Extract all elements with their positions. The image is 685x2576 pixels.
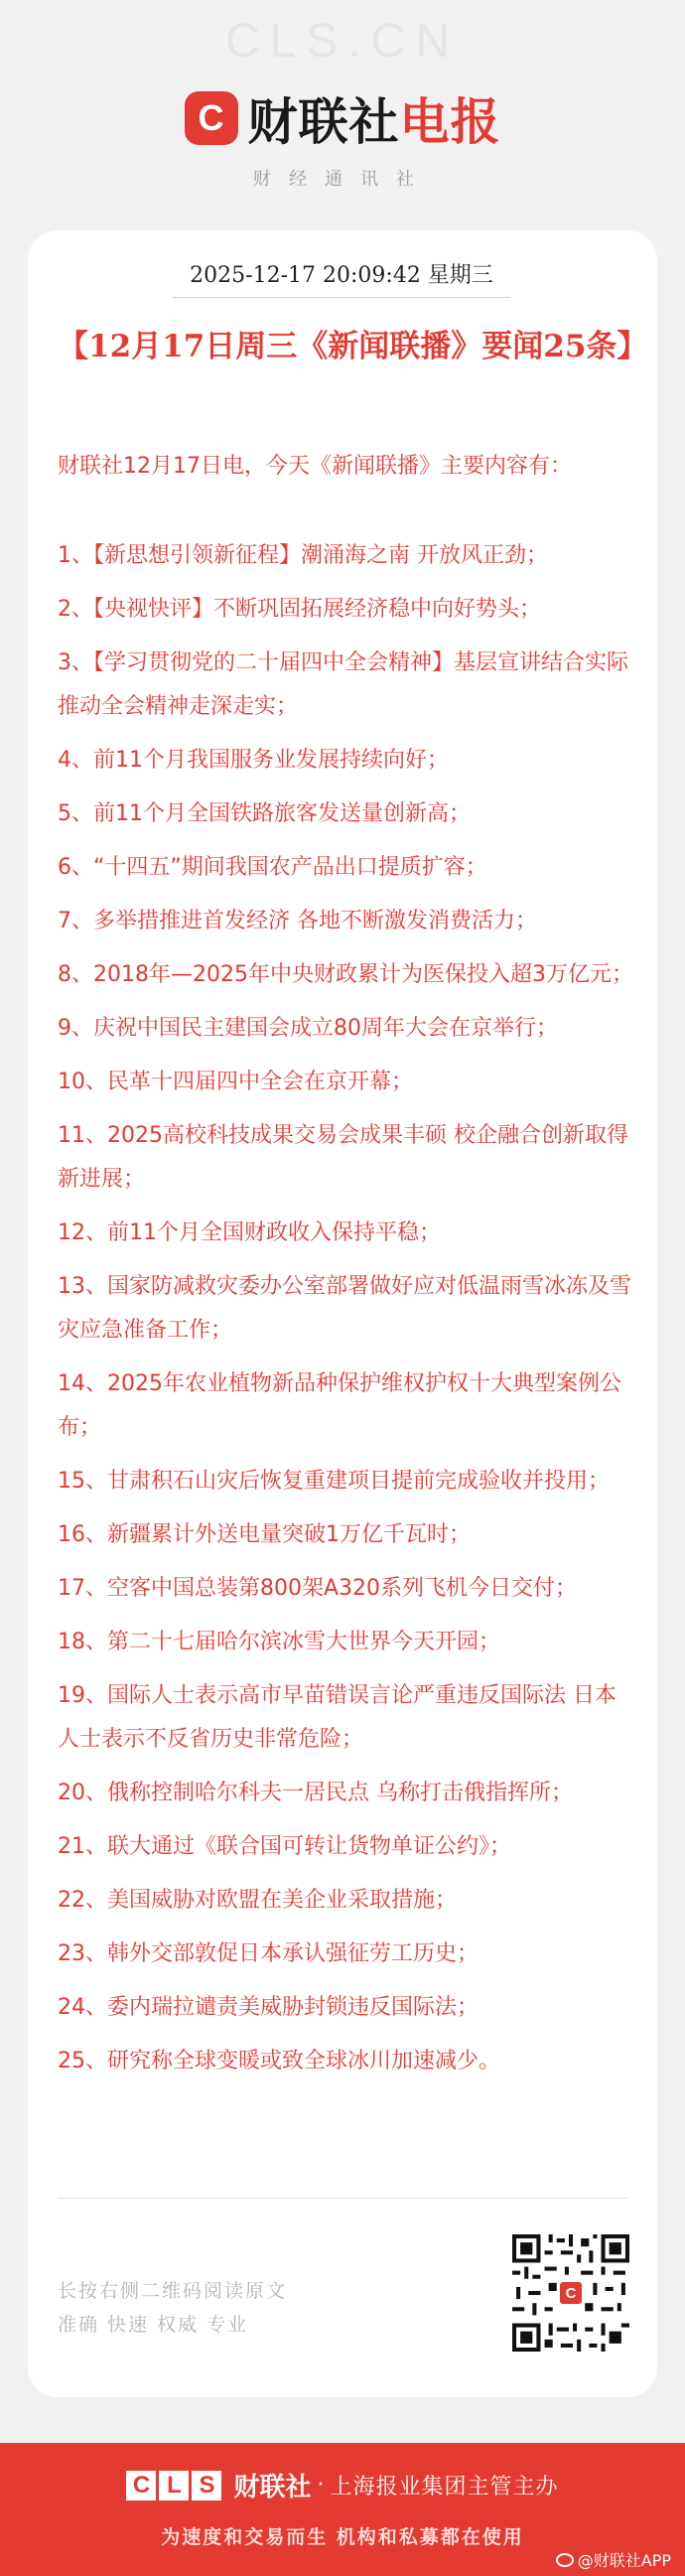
news-item: 19、国际人士表示高市早苗错误言论严重违反国际法 日本人士表示不反省历史非常危险； — [58, 1683, 616, 1752]
cls-letter: C — [126, 2471, 156, 2501]
news-item: 15、甘肃积石山灾后恢复重建项目提前完成验收并投用； — [58, 1469, 610, 1494]
article-title: 【12月17日周三《新闻联播》要闻25条】 — [58, 329, 648, 364]
cls-letter: L — [159, 2471, 189, 2501]
news-item: 11、2025高校科技成果交易会成果丰硕 校企融合创新取得新进展； — [58, 1123, 628, 1192]
brand-name — [248, 82, 501, 154]
news-list — [58, 534, 633, 2093]
news-item: 20、俄称控制哈尔科夫一居民点 乌称打击俄指挥所； — [58, 1781, 573, 1805]
cls-logo — [126, 2471, 221, 2501]
cls-letter: S — [192, 2471, 221, 2501]
news-item: 6、“十四五”期间我国农产品出口提质扩容； — [58, 855, 487, 880]
article-datetime: 2025-12-17 20:09:42 星期三 — [173, 256, 510, 298]
news-item: 24、委内瑞拉谴责美威胁封锁违反国际法； — [58, 1995, 479, 2020]
logo — [0, 85, 685, 151]
qr-logo-icon: C — [557, 2279, 585, 2307]
news-item: 8、2018年—2025年中央财政累计为医保投入超3万亿元； — [58, 962, 633, 987]
qr-code[interactable] — [512, 2234, 629, 2352]
qr-slogan: 准确 快速 权威 专业 — [58, 2314, 249, 2336]
watermark: CLS.CN — [224, 15, 461, 68]
banner-title — [0, 2467, 685, 2504]
bottom-banner — [0, 2443, 685, 2576]
banner-subtitle: 上海报业集团主管主办 — [330, 2475, 559, 2500]
brand-name-red: 电报 — [399, 93, 501, 151]
article-intro: 财联社12月17日电，今天《新闻联播》主要内容有： — [58, 454, 572, 479]
news-item: 23、韩外交部敦促日本承认强征劳工历史； — [58, 1941, 479, 1966]
news-item: 10、民革十四届四中全会在京开幕； — [58, 1070, 413, 1094]
article-card — [28, 230, 657, 2397]
banner-separator: · — [317, 2473, 325, 2498]
news-item: 17、空客中国总装第800架A320系列飞机今日交付； — [58, 1576, 578, 1601]
logo-c-icon: C — [185, 91, 238, 145]
news-item: 4、前11个月我国服务业发展持续向好； — [58, 748, 449, 773]
divider — [58, 2198, 627, 2199]
footer-text — [58, 2274, 415, 2342]
weibo-watermark — [556, 2548, 671, 2571]
news-item: 21、联大通过《联合国可转让货物单证公约》； — [58, 1834, 511, 1859]
news-item: 7、多举措推进首发经济 各地不断激发消费活力； — [58, 909, 537, 933]
qr-instruction: 长按右侧二维码阅读原文 — [58, 2280, 288, 2302]
news-item: 1、【新思想引领新征程】潮涌海之南 开放风正劲； — [58, 543, 548, 568]
news-item: 12、前11个月全国财政收入保持平稳； — [58, 1220, 441, 1245]
news-item: 18、第二十七届哈尔滨冰雪大世界今天开园； — [58, 1630, 500, 1654]
weibo-handle: @财联社APP — [577, 2551, 671, 2570]
news-item: 14、2025年农业植物新品种保护维权护权十大典型案例公布； — [58, 1371, 621, 1440]
tagline: 财经通讯社 — [253, 169, 432, 190]
news-item: 16、新疆累计外送电量突破1万亿千瓦时； — [58, 1522, 471, 1547]
weibo-icon — [556, 2553, 574, 2567]
brand-name-dark: 财联社 — [247, 93, 400, 151]
header — [0, 0, 685, 230]
news-item: 9、庆祝中国民主建国会成立80周年大会在京举行； — [58, 1016, 558, 1041]
news-item: 22、美国威胁对欧盟在美企业采取措施； — [58, 1888, 457, 1913]
news-item: 25、研究称全球变暖或致全球冰川加速减少。 — [58, 2049, 500, 2074]
banner-brand: 财联社 — [233, 2473, 312, 2503]
news-item: 2、【央视快评】不断巩固拓展经济稳中向好势头； — [58, 597, 541, 622]
banner-slogan: 为速度和交易而生 机构和私募都在使用 — [161, 2526, 524, 2548]
news-item: 13、国家防减救灾委办公室部署做好应对低温雨雪冰冻及雪灾应急准备工作； — [58, 1274, 631, 1343]
news-item: 5、前11个月全国铁路旅客发送量创新高； — [58, 801, 471, 826]
news-item: 3、【学习贯彻党的二十届四中全会精神】基层宣讲结合实际 推动全会精神走深走实； — [58, 650, 628, 719]
